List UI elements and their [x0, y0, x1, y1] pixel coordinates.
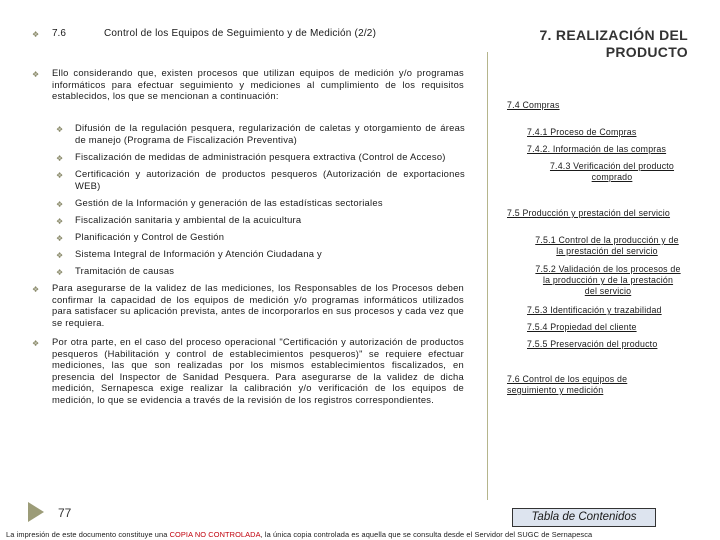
certification-paragraph: Por otra parte, en el caso del proceso operacional "Certificación y autorización de productos pesqueros (Habilitación y control de establecimientos pesqueros)" se requiere efectuar mediciones, las que son realizadas por los mismos establecimientos fiscalizados, en presencia del Inspector de Sanidad Pesquera. Para asegurarse de la validez de dicha medición, Sernapesca exige realizar la calibración y/o verificación de los equipos de medición, lo que se evidencia a través de la revisión de los registros correspondientes. [52, 336, 464, 405]
bullet-icon: ❖ [56, 171, 64, 180]
table-of-contents-button[interactable]: Tabla de Contenidos [512, 508, 656, 527]
nav-link-7-5-1-line2[interactable]: la prestación del servicio [556, 246, 658, 256]
nav-link-7-4-3-line1[interactable]: 7.4.3 Verificación del producto [549, 161, 675, 171]
nav-link-7-5-1-line1[interactable]: 7.5.1 Control de la producción y de [535, 235, 679, 245]
section-number: 7.6 [52, 28, 66, 39]
footer-disclaimer [6, 530, 716, 539]
bullet-icon: ❖ [56, 217, 64, 226]
chapter-title-line1: 7. REALIZACIÓN DEL [539, 27, 688, 43]
process-item: Fiscalización de medidas de administración pesquera extractiva (Control de Acceso) [75, 151, 446, 162]
nav-link-7-5-4[interactable]: 7.5.4 Propiedad del cliente [527, 322, 637, 332]
nav-link-7-6-line2[interactable]: seguimiento y medición [507, 385, 604, 395]
nav-link-7-5-2-line3[interactable]: del servicio [584, 286, 632, 296]
nav-link-7-4[interactable]: 7.4 Compras [507, 100, 560, 110]
bullet-icon: ❖ [56, 251, 64, 260]
play-arrow-icon [28, 502, 44, 522]
bullet-icon: ❖ [32, 30, 40, 39]
page-number: 77 [58, 506, 72, 520]
bullet-icon: ❖ [56, 154, 64, 163]
section-title: Control de los Equipos de Seguimiento y de Medición (2/2) [104, 28, 377, 39]
footer-text-part3: , la única copia controlada es aquella que se consulta desde el Servidor del SUGC de Sernapesca [260, 530, 593, 539]
process-item: Difusión de la regulación pesquera, regularización de caletas y otorgamiento de áreas de manejo (Programa de Fiscalización Preventiva) [75, 122, 465, 145]
process-item: Certificación y autorización de productos pesqueros (Autorización de exportaciones WEB) [75, 168, 465, 191]
column-divider [487, 52, 488, 500]
bullet-icon: ❖ [32, 285, 40, 294]
intro-paragraph: Ello considerando que, existen procesos que utilizan equipos de medición y/o programas informáticos para efectuar seguimiento y mediciones al cumplimiento de los requisitos establecidos, los que se mencionan a continuación: [52, 67, 464, 102]
bullet-icon: ❖ [32, 339, 40, 348]
process-item: Sistema Integral de Información y Atención Ciudadana y [75, 248, 322, 259]
bullet-icon: ❖ [56, 234, 64, 243]
nav-link-7-4-1[interactable]: 7.4.1 Proceso de Compras [527, 127, 637, 137]
validity-paragraph: Para asegurarse de la validez de las mediciones, los Responsables de los Procesos deben confirmar la capacidad de los equipos de medición y/o programas informáticos utilizados para satisfacer su aplicación prevista, antes de incorporarlos en sus procesos y cada vez que se requiera. [52, 282, 464, 328]
nav-link-7-5-2-line2[interactable]: la producción y de la prestación [542, 275, 674, 285]
nav-link-7-5-1[interactable] [527, 235, 687, 257]
process-item: Planificación y Control de Gestión [75, 231, 225, 242]
process-item: Gestión de la Información y generación de las estadísticas sectoriales [75, 197, 383, 208]
footer-uncontrolled-copy: COPIA NO CONTROLADA [169, 530, 261, 539]
nav-link-7-5-5[interactable]: 7.5.5 Preservación del producto [527, 339, 658, 349]
process-item: Tramitación de causas [75, 265, 175, 276]
nav-link-7-5-2-line1[interactable]: 7.5.2 Validación de los procesos de [535, 264, 681, 274]
nav-link-7-5-3[interactable]: 7.5.3 Identificación y trazabilidad [527, 305, 662, 315]
bullet-icon: ❖ [56, 200, 64, 209]
footer-text-part1: La impresión de este documento constituye una [6, 530, 170, 539]
nav-link-7-4-2[interactable]: 7.4.2. Información de las compras [527, 144, 667, 154]
bullet-icon: ❖ [32, 70, 40, 79]
bullet-icon: ❖ [56, 268, 64, 277]
chapter-title-line2: PRODUCTO [605, 44, 688, 60]
nav-link-7-4-3[interactable] [527, 161, 697, 183]
nav-link-7-6[interactable] [507, 374, 627, 396]
bullet-icon: ❖ [56, 125, 64, 134]
chapter-title [488, 27, 688, 61]
process-item: Fiscalización sanitaria y ambiental de la acuicultura [75, 214, 302, 225]
nav-link-7-5-2[interactable] [527, 264, 689, 297]
nav-link-7-6-line1[interactable]: 7.6 Control de los equipos de [507, 374, 628, 384]
nav-link-7-4-3-line2[interactable]: comprado [591, 172, 633, 182]
nav-link-7-5[interactable]: 7.5 Producción y prestación del servicio [507, 208, 671, 218]
